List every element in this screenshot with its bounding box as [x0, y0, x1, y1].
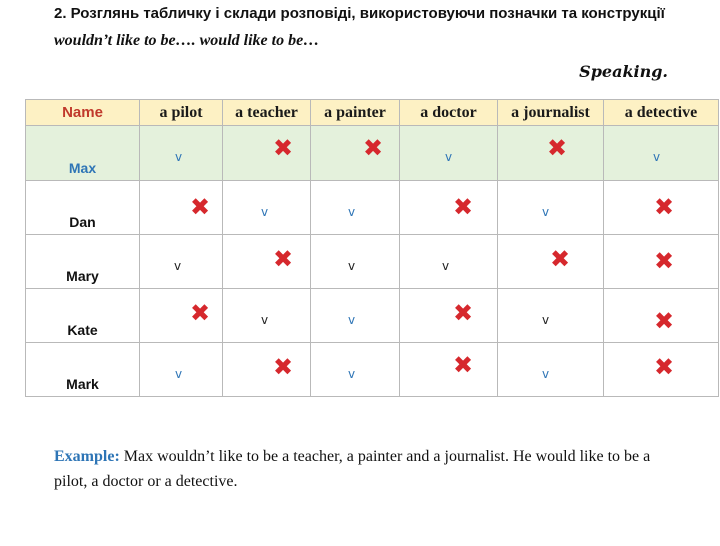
cross-icon: ✖ [453, 299, 474, 327]
mark-cell [140, 235, 223, 289]
header-journalist: a journalist [498, 100, 604, 126]
mark-cell [604, 289, 719, 343]
cross-icon: ✖ [273, 245, 294, 273]
mark-cell [223, 181, 311, 235]
row-name: Mark [26, 343, 140, 397]
cross-icon: ✖ [547, 134, 568, 162]
check-icon: v [542, 205, 550, 219]
check-icon: v [348, 205, 356, 219]
check-icon: v [542, 367, 550, 381]
cross-icon: ✖ [654, 247, 675, 275]
example-label: Example: [54, 448, 120, 465]
check-icon: v [261, 205, 269, 219]
check-icon: v [348, 367, 356, 381]
mark-cell [498, 181, 604, 235]
cross-icon: ✖ [550, 245, 571, 273]
mark-cell [604, 343, 719, 397]
table-header-row [26, 100, 719, 126]
mark-cell [311, 235, 400, 289]
cross-icon: ✖ [363, 134, 384, 162]
mark-cell [400, 126, 498, 181]
task-text: 2. Розглянь табличку і склади розповіді, використовуючи позначки та конструкції [54, 5, 665, 22]
mark-cell [140, 181, 223, 235]
header-teacher: a teacher [223, 100, 311, 126]
cross-icon: ✖ [654, 193, 675, 221]
header-name: Name [26, 100, 140, 126]
task-instruction [54, 0, 694, 54]
mark-cell [140, 126, 223, 181]
check-icon: v [542, 313, 550, 327]
example-text [54, 444, 679, 494]
mark-cell [311, 343, 400, 397]
cross-icon: ✖ [190, 299, 211, 327]
cross-icon: ✖ [190, 193, 211, 221]
example-body: Max wouldn’t like to be a teacher, a painter and a journalist. He would like to be a pilot, a doctor or a detective. [54, 448, 651, 490]
mark-cell [223, 343, 311, 397]
task-constructions: wouldn’t like to be…. would like to be… [54, 32, 320, 49]
mark-cell [400, 235, 498, 289]
cross-icon: ✖ [453, 193, 474, 221]
check-icon: v [442, 259, 450, 273]
mark-cell [311, 126, 400, 181]
mark-cell [604, 235, 719, 289]
mark-cell [223, 235, 311, 289]
table-row [26, 343, 719, 397]
mark-cell [311, 181, 400, 235]
header-pilot: a pilot [140, 100, 223, 126]
mark-cell [223, 126, 311, 181]
check-icon: v [445, 150, 453, 164]
cross-icon: ✖ [273, 134, 294, 162]
row-name: Max [26, 126, 140, 181]
header-detective: a detective [604, 100, 719, 126]
check-icon: v [175, 367, 183, 381]
mark-cell [498, 343, 604, 397]
check-icon: v [261, 313, 269, 327]
row-name: Kate [26, 289, 140, 343]
check-icon: v [653, 150, 661, 164]
table-row [26, 289, 719, 343]
table-row [26, 235, 719, 289]
mark-cell [498, 289, 604, 343]
check-icon: v [348, 313, 356, 327]
mark-cell [400, 289, 498, 343]
header-painter: a painter [311, 100, 400, 126]
speaking-label: Speaking. [579, 62, 668, 81]
mark-cell [400, 181, 498, 235]
row-name: Dan [26, 181, 140, 235]
mark-cell [140, 343, 223, 397]
mark-cell [498, 235, 604, 289]
cross-icon: ✖ [654, 353, 675, 381]
professions-table [25, 99, 719, 397]
table-row [26, 181, 719, 235]
row-name: Mary [26, 235, 140, 289]
check-icon: v [348, 259, 356, 273]
check-icon: v [174, 259, 182, 273]
table-row [26, 126, 719, 181]
mark-cell [223, 289, 311, 343]
mark-cell [604, 181, 719, 235]
cross-icon: ✖ [273, 353, 294, 381]
cross-icon: ✖ [654, 307, 675, 335]
mark-cell [140, 289, 223, 343]
header-doctor: a doctor [400, 100, 498, 126]
check-icon: v [175, 150, 183, 164]
mark-cell [498, 126, 604, 181]
mark-cell [311, 289, 400, 343]
mark-cell [604, 126, 719, 181]
cross-icon: ✖ [453, 351, 474, 379]
mark-cell [400, 343, 498, 397]
